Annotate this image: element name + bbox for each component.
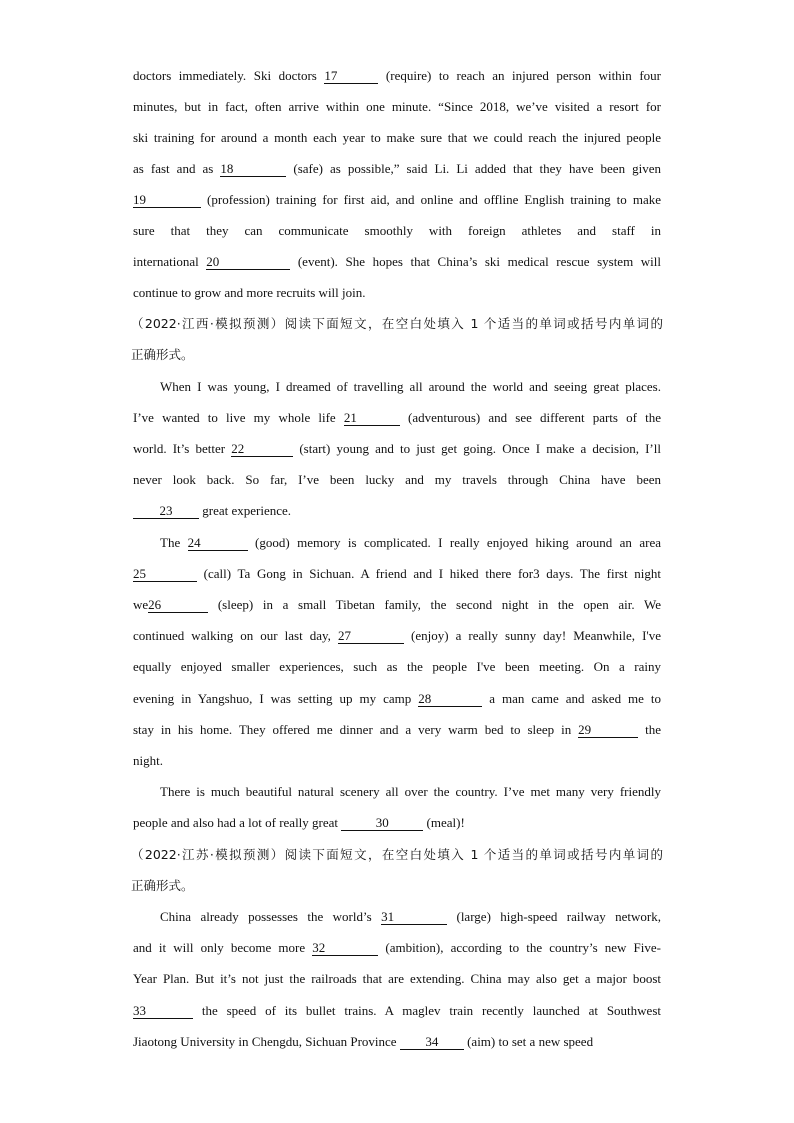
passage-line <box>133 813 661 833</box>
text-run: never look back. So far, I’ve been lucky and my travels through China have been <box>133 472 661 487</box>
section-instruction-line <box>131 845 663 865</box>
text-run: sure that they can communicate smoothly with foreign athletes and staff in <box>133 223 661 238</box>
answer-blank[interactable]: 33 <box>133 1003 193 1019</box>
passage-line <box>133 470 661 490</box>
text-run: doctors immediately. Ski doctors <box>133 68 325 83</box>
text-run: night. <box>133 753 163 768</box>
text-run: When I was young, I dreamed of travelling all around the world and seeing great places. <box>160 379 661 394</box>
answer-blank[interactable]: 26 <box>148 597 208 613</box>
passage-line <box>133 626 661 646</box>
passage-line <box>133 97 661 117</box>
passage-line <box>133 751 661 771</box>
text-run: There is much beautiful natural scenery all over the country. I’ve met many very friendly <box>160 784 661 799</box>
text-run: and it will only become more <box>133 940 313 955</box>
passage-line <box>133 283 661 303</box>
text-run: (meal)! <box>423 815 465 830</box>
answer-blank[interactable]: 29 <box>578 722 638 738</box>
passage-line <box>133 221 661 241</box>
text-run: (profession) training for first aid, and online and offline English training to make <box>201 192 661 207</box>
text-run: (event). She hopes that China’s ski medical rescue system will <box>290 254 661 269</box>
text-run: a man came and asked me to <box>482 691 662 706</box>
answer-blank[interactable]: 17 <box>324 68 378 84</box>
passage-line <box>133 252 661 272</box>
text-run: (good) memory is complicated. I really enjoyed hiking around an area <box>247 535 661 550</box>
text-run: (adventurous) and see different parts of the <box>399 410 661 425</box>
answer-blank[interactable]: 30 <box>341 815 423 831</box>
text-run: 正确形式。 <box>131 878 194 893</box>
text-run: the speed of its bullet trains. A maglev train recently launched at Southwest <box>193 1003 661 1018</box>
text-run: we <box>133 597 149 612</box>
text-run: equally enjoyed smaller experiences, such as the people I've been meeting. On a rainy <box>133 659 661 674</box>
answer-blank[interactable]: 20 <box>206 254 290 270</box>
passage-line <box>133 128 661 148</box>
passage-line <box>133 190 661 210</box>
passage-line <box>160 782 661 802</box>
passage-line <box>133 595 661 615</box>
text-run: (safe) as possible,” said Li. Li added that they have been given <box>286 161 661 176</box>
text-run: Year Plan. But it’s not just the railroads that are extending. China may also get a major boost <box>133 971 661 986</box>
passage-line <box>133 969 661 989</box>
text-run: (large) high-speed railway network, <box>447 909 661 924</box>
text-run: (enjoy) a really sunny day! Meanwhile, I've <box>403 628 662 643</box>
passage-line <box>133 938 661 958</box>
answer-blank[interactable]: 22 <box>231 441 293 457</box>
text-run: stay in his home. They offered me dinner and a very warm bed to sleep in <box>133 722 579 737</box>
text-run: (require) to reach an injured person within four <box>378 68 661 83</box>
text-run: (sleep) in a small Tibetan family, the second night in the open air. We <box>208 597 661 612</box>
passage-line <box>133 564 661 584</box>
text-run: The <box>160 535 188 550</box>
passage-line <box>160 533 661 553</box>
text-run: world. It’s better <box>133 441 232 456</box>
text-run: (start) young and to just get going. Once I make a decision, I’ll <box>293 441 661 456</box>
answer-blank[interactable]: 28 <box>418 691 482 707</box>
section-instruction-line <box>131 345 663 365</box>
passage-line <box>133 501 661 521</box>
text-run: people and also had a lot of really great <box>133 815 342 830</box>
text-run: evening in Yangshuo, I was setting up my camp <box>133 691 419 706</box>
passage-line <box>133 439 661 459</box>
passage-line <box>133 689 661 709</box>
text-run: (ambition), according to the country’s new Five- <box>378 940 661 955</box>
text-run: China already possesses the world’s <box>160 909 382 924</box>
text-run: 正确形式。 <box>131 347 194 362</box>
text-run: ski training for around a month each year to make sure that we could reach the injured people <box>133 130 661 145</box>
text-run: （2022·江苏·模拟预测）阅读下面短文，在空白处填入 1 个适当的单词或括号内单词的 <box>131 847 663 862</box>
passage-line <box>133 1032 661 1052</box>
passage-line <box>133 720 661 740</box>
answer-blank[interactable]: 31 <box>381 909 447 925</box>
text-run: as fast and as <box>133 161 221 176</box>
passage-line <box>133 408 661 428</box>
answer-blank[interactable]: 18 <box>220 161 286 177</box>
passage-line <box>133 159 661 179</box>
text-run: great experience. <box>199 503 292 518</box>
answer-blank[interactable]: 25 <box>133 566 197 582</box>
answer-blank[interactable]: 27 <box>338 628 404 644</box>
passage-line <box>133 1001 661 1021</box>
text-run: （2022·江西·模拟预测）阅读下面短文，在空白处填入 1 个适当的单词或括号内单词的 <box>131 316 663 331</box>
passage-line <box>160 377 661 397</box>
text-run: (aim) to set a new speed <box>463 1034 594 1049</box>
text-run: Jiaotong University in Chengdu, Sichuan Province <box>133 1034 400 1049</box>
answer-blank[interactable]: 21 <box>344 410 400 426</box>
answer-blank[interactable]: 34 <box>400 1034 464 1050</box>
section-instruction-line <box>131 876 663 896</box>
answer-blank[interactable]: 24 <box>188 535 248 551</box>
text-run: continue to grow and more recruits will join. <box>133 285 366 300</box>
section-instruction-line <box>131 314 663 334</box>
text-run: I’ve wanted to live my whole life <box>133 410 344 425</box>
text-run: continued walking on our last day, <box>133 628 338 643</box>
text-run: international <box>133 254 207 269</box>
passage-line <box>160 907 661 927</box>
text-run: minutes, but in fact, often arrive within one minute. “Since 2018, we’ve visited a resort for <box>133 99 661 114</box>
passage-line <box>133 66 661 86</box>
text-run: (call) Ta Gong in Sichuan. A friend and I hiked there for3 days. The first night <box>197 566 661 581</box>
text-run: the <box>638 722 661 737</box>
answer-blank[interactable]: 19 <box>133 192 201 208</box>
passage-line <box>133 657 661 677</box>
answer-blank[interactable]: 23 <box>133 503 199 519</box>
answer-blank[interactable]: 32 <box>312 940 378 956</box>
